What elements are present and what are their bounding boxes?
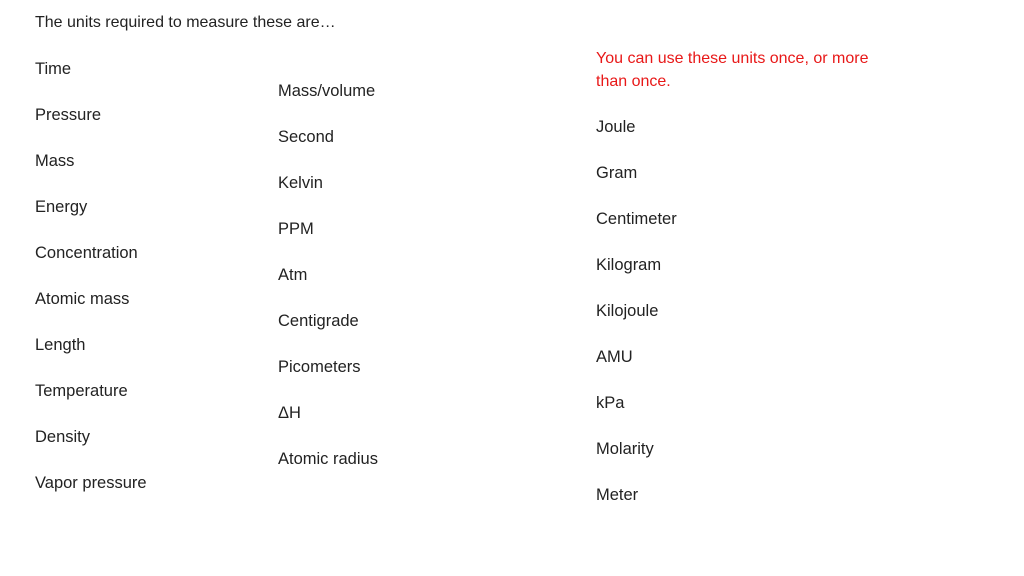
unit-item: ΔH xyxy=(278,404,301,422)
quantity-item: Energy xyxy=(35,198,88,216)
units-right-list xyxy=(596,116,677,530)
unit-item: Mass/volume xyxy=(278,82,376,100)
unit-item: PPM xyxy=(278,220,314,238)
unit-item: Atm xyxy=(278,266,308,284)
quantity-item: Concentration xyxy=(35,244,138,262)
usage-note: You can use these units once, or more than once. xyxy=(596,50,869,90)
unit-item: Kilojoule xyxy=(596,302,659,320)
unit-item: Centigrade xyxy=(278,312,359,330)
unit-item: Joule xyxy=(596,118,636,136)
unit-item: Atomic radius xyxy=(278,450,378,468)
quantity-item: Length xyxy=(35,336,86,354)
unit-item: Second xyxy=(278,128,334,146)
quantity-item: Mass xyxy=(35,152,75,170)
unit-item: Molarity xyxy=(596,440,654,458)
slide-title: The units required to measure these are… xyxy=(35,14,336,31)
quantity-item: Vapor pressure xyxy=(35,474,147,492)
units-middle-list xyxy=(278,80,378,494)
unit-item: Centimeter xyxy=(596,210,677,228)
unit-item: Meter xyxy=(596,486,639,504)
unit-item: Gram xyxy=(596,164,638,182)
unit-item: Kilogram xyxy=(596,256,662,274)
quantity-item: Density xyxy=(35,428,91,446)
unit-item: AMU xyxy=(596,348,633,366)
quantity-item: Time xyxy=(35,60,72,78)
quantity-item: Pressure xyxy=(35,106,102,124)
quantities-list xyxy=(35,58,147,518)
unit-item: kPa xyxy=(596,394,625,412)
quantity-item: Atomic mass xyxy=(35,290,130,308)
unit-item: Kelvin xyxy=(278,174,323,192)
quantity-item: Temperature xyxy=(35,382,128,400)
unit-item: Picometers xyxy=(278,358,361,376)
